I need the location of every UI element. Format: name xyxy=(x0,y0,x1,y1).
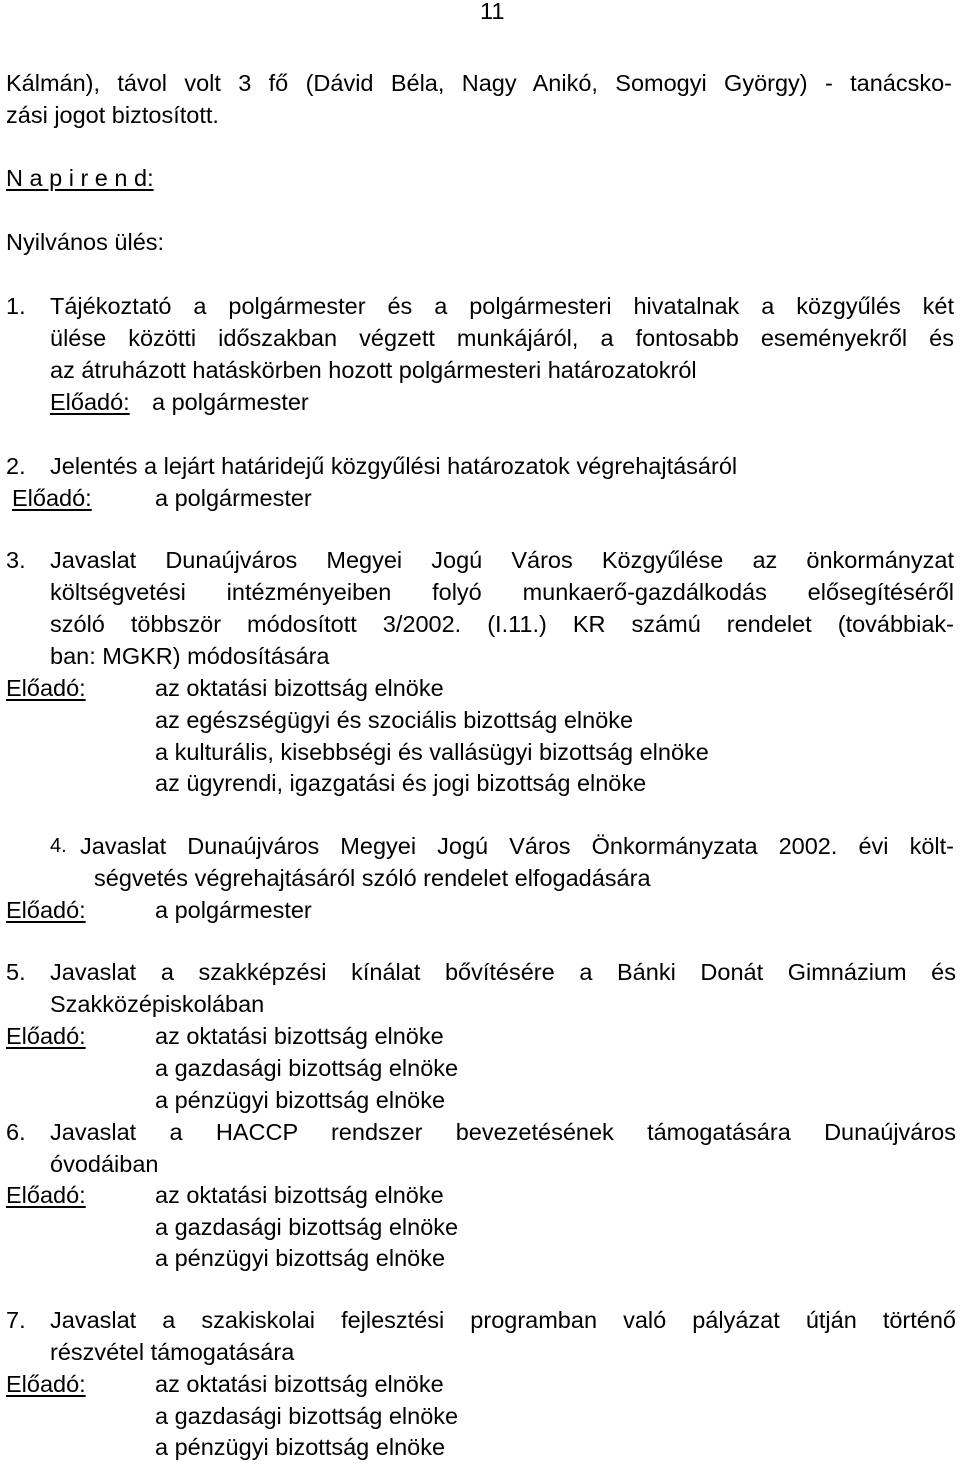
item-2-line-1: Jelentés a lejárt határidejű közgyűlési határozatok végrehajtásáról xyxy=(50,453,738,479)
item-2-presenter-label: Előadó: xyxy=(12,485,92,511)
item-6-presenter-2: a gazdasági bizottság elnöke xyxy=(155,1214,459,1240)
intro-line-2: zási jogot biztosított. xyxy=(6,102,219,128)
item-4-line-2: ségvetés végrehajtásáról szóló rendelet elfogadására xyxy=(94,865,651,891)
item-4-number: 4. xyxy=(50,835,67,857)
item-7-line-1: Javaslat a szakiskolai fejlesztési programban való pályázat útján történő xyxy=(50,1307,956,1333)
item-1-line-3: az átruházott hatáskörben hozott polgármesteri határozatokról xyxy=(50,357,697,383)
item-6-number: 6. xyxy=(6,1119,26,1145)
item-3-presenter-4: az ügyrendi, igazgatási és jogi bizottság elnöke xyxy=(155,770,647,796)
item-7-line-2: részvétel támogatására xyxy=(50,1339,295,1365)
item-4-presenter: a polgármester xyxy=(155,897,312,923)
item-6-presenter-1: az oktatási bizottság elnöke xyxy=(155,1182,444,1208)
item-3-presenter-3: a kulturális, kisebbségi és vallásügyi bizottság elnöke xyxy=(155,739,709,765)
item-6-presenter-3: a pénzügyi bizottság elnöke xyxy=(155,1245,446,1271)
item-5-line-1: Javaslat a szakképzési kínálat bővítésére a Bánki Donát Gimnázium és xyxy=(50,959,956,985)
item-3-line-3: szóló többször módosított 3/2002. (I.11.) KR számú rendelet (továbbiak- xyxy=(50,611,954,637)
item-3-line-1: Javaslat Dunaújváros Megyei Jogú Város Közgyűlése az önkormányzat xyxy=(50,547,954,573)
item-5-presenter-1: az oktatási bizottság elnöke xyxy=(155,1023,444,1049)
item-7-presenter-label: Előadó: xyxy=(6,1371,86,1397)
item-1-line-2: ülése közötti időszakban végzett munkájáról, a fontosabb eseményekről és xyxy=(50,325,954,351)
item-5-presenter-3: a pénzügyi bizottság elnöke xyxy=(155,1087,446,1113)
page-number: 11 xyxy=(480,0,505,24)
item-3-number: 3. xyxy=(6,547,26,573)
item-5-presenter-label: Előadó: xyxy=(6,1023,86,1049)
item-1-number: 1. xyxy=(6,293,26,319)
item-5-presenter-2: a gazdasági bizottság elnöke xyxy=(155,1055,459,1081)
section-heading: Nyilvános ülés: xyxy=(6,229,165,255)
item-3-line-4: ban: MGKR) módosítására xyxy=(50,643,330,669)
item-7-number: 7. xyxy=(6,1307,26,1333)
item-4-line-1: Javaslat Dunaújváros Megyei Jogú Város Önkormányzata 2002. évi költ- xyxy=(80,833,954,859)
item-7-presenter-1: az oktatási bizottság elnöke xyxy=(155,1371,444,1397)
napirend-heading: N a p i r e n d: xyxy=(6,165,154,191)
item-6-line-1: Javaslat a HACCP rendszer bevezetésének támogatására Dunaújváros xyxy=(50,1119,956,1145)
item-5-number: 5. xyxy=(6,959,26,985)
item-4-presenter-label: Előadó: xyxy=(6,897,86,923)
item-7-presenter-3: a pénzügyi bizottság elnöke xyxy=(155,1434,446,1460)
item-3-presenter-2: az egészségügyi és szociális bizottság elnöke xyxy=(155,707,634,733)
item-7-presenter-2: a gazdasági bizottság elnöke xyxy=(155,1403,459,1429)
intro-line-1: Kálmán), távol volt 3 fő (Dávid Béla, Nagy Anikó, Somogyi György) - tanácsko- xyxy=(6,70,952,96)
item-3-presenter-label: Előadó: xyxy=(6,675,86,701)
item-2-number: 2. xyxy=(6,453,26,479)
item-2-presenter: a polgármester xyxy=(155,485,312,511)
item-5-line-2: Szakközépiskolában xyxy=(50,991,265,1017)
item-6-presenter-label: Előadó: xyxy=(6,1182,86,1208)
item-1-presenter: a polgármester xyxy=(152,389,309,415)
item-3-presenter-1: az oktatási bizottság elnöke xyxy=(155,675,444,701)
item-1-presenter-label: Előadó: xyxy=(50,389,130,415)
item-1-line-1: Tájékoztató a polgármester és a polgármesteri hivatalnak a közgyűlés két xyxy=(50,293,954,319)
item-3-line-2: költségvetési intézményeiben folyó munkaerő-gazdálkodás elősegítéséről xyxy=(50,579,954,605)
item-6-line-2: óvodáiban xyxy=(50,1151,159,1177)
